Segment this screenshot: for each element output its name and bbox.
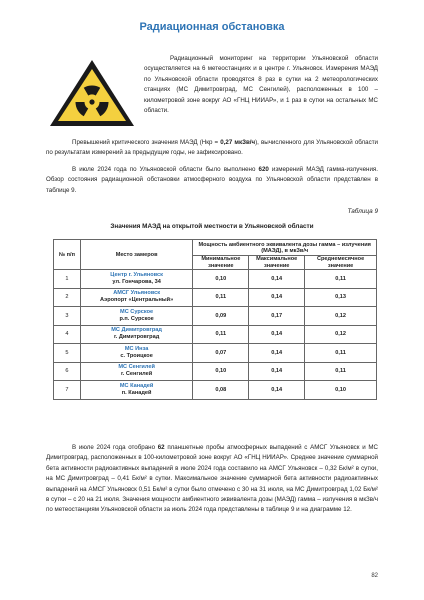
- row-number: 4: [54, 325, 81, 344]
- row-avg: 0,11: [305, 362, 377, 381]
- row-avg: 0,12: [305, 325, 377, 344]
- table-row: [54, 344, 377, 363]
- table-row: [54, 325, 377, 344]
- row-min: 0,09: [193, 307, 249, 326]
- row-avg: 0,12: [305, 307, 377, 326]
- paragraph-measurements: [46, 165, 378, 196]
- station-address: ул. Гончарова, 34: [112, 278, 161, 285]
- table-row: [54, 362, 377, 381]
- header-maed-group: Мощность амбиентного эквивалента дозы гамма – излучения (МАЭД), в мкЗв/ч: [193, 240, 377, 256]
- header-min: Минимальное значение: [193, 256, 249, 270]
- row-number: 3: [54, 307, 81, 326]
- p3-pre: В июле 2024 года по Ульяновской области было выполнено: [72, 166, 259, 173]
- row-number: 5: [54, 344, 81, 363]
- station-address: с. Троицкое: [120, 352, 153, 359]
- row-place: [80, 288, 193, 307]
- paragraph-fallout: [46, 443, 378, 516]
- page-number: 82: [371, 573, 378, 579]
- p4-samples: 62: [157, 444, 165, 451]
- row-min: 0,10: [193, 362, 249, 381]
- p3-post: измерений МАЭД гамма-излучения. Обзор состояния радиационной обстановки атмосферного воздуха по Ульяновской области представлен в таблице 9.: [46, 166, 378, 194]
- station-address: г. Сенгилей: [121, 371, 153, 378]
- radiation-hazard-icon: [46, 56, 138, 128]
- station-address: п. Канадей: [121, 389, 152, 396]
- intro-block: [46, 54, 378, 128]
- table-row: [54, 288, 377, 307]
- table-row: [54, 381, 377, 400]
- page-title: Радиационная обстановка: [139, 21, 285, 33]
- row-number: 2: [54, 288, 81, 307]
- paragraph-monitoring: Радиационный мониторинг на территории Ульяновской области осуществляется на 6 метеостанциях и в центре г. Ульяновск. Измерения МАЭД по Ульяновской области проводятся 8 раз в сутки на 2 метеорологических станциях (МС Димитровград, МС Сенгилей), расположенных в 100 – километровой зоне вокруг АО «ГНЦ НИИАР», и 1 раз в сутки на остальных МС области.: [144, 55, 378, 115]
- row-number: 1: [54, 270, 81, 289]
- row-avg: 0,13: [305, 288, 377, 307]
- p4-a: В июле 2024 года отобрано: [72, 444, 158, 451]
- station-address: Аэропорт «Центральный»: [100, 297, 174, 304]
- station-name: МС Сенгилей: [118, 364, 155, 371]
- table-number: Таблица 9: [347, 208, 378, 215]
- table-row: [54, 270, 377, 289]
- station-address: г. Димитровград: [113, 334, 160, 341]
- row-min: 0,11: [193, 288, 249, 307]
- station-name: МС Димитровград: [111, 327, 162, 334]
- row-avg: 0,11: [305, 270, 377, 289]
- row-place: [80, 270, 193, 289]
- row-place: [80, 325, 193, 344]
- header-avg: Среднемесячное значение: [305, 256, 377, 270]
- row-avg: 0,10: [305, 381, 377, 400]
- header-number: № п/п: [54, 240, 81, 270]
- row-min: 0,11: [193, 325, 249, 344]
- header-place: Место замеров: [80, 240, 193, 270]
- row-max: 0,14: [249, 381, 305, 400]
- station-name: Центр г. Ульяновск: [110, 271, 163, 278]
- table-row: [54, 307, 377, 326]
- row-max: 0,14: [249, 325, 305, 344]
- row-place: [80, 307, 193, 326]
- row-min: 0,08: [193, 381, 249, 400]
- row-avg: 0,11: [305, 344, 377, 363]
- row-max: 0,14: [249, 362, 305, 381]
- row-place: [80, 381, 193, 400]
- row-max: 0,14: [249, 344, 305, 363]
- row-max: 0,14: [249, 270, 305, 289]
- p2-post: ), вычисленного для Ульяновской области по результатам измерений за предыдущие годы, не зафиксировано.: [46, 139, 378, 157]
- p2-pre: Превышений критического значения МАЭД (Нкр =: [72, 139, 221, 146]
- row-number: 6: [54, 362, 81, 381]
- station-name: МС Канадей: [119, 382, 154, 389]
- station-name: АМСГ Ульяновск: [113, 290, 161, 297]
- paragraph-critical-value: [46, 138, 378, 159]
- row-place: [80, 362, 193, 381]
- station-name: МС Инза: [124, 345, 149, 352]
- row-max: 0,17: [249, 307, 305, 326]
- row-min: 0,07: [193, 344, 249, 363]
- row-max: 0,14: [249, 288, 305, 307]
- row-number: 7: [54, 381, 81, 400]
- table-title: Значения МАЭД на открытой местности в Ульяновской области: [110, 223, 314, 230]
- p3-value: 620: [258, 166, 269, 173]
- p4-c: планшетные пробы атмосферных выпадений с АМСГ Ульяновск и МС Димитровград, расположенных в 100-километровой зоне вокруг АО «ГНЦ НИИАР». Среднее значение суммарной бета активности радиоактивных выпадений в июле 2024 года составило на АМСГ Ульяновск – 0,32 Бк/м² в сутки, на МС Димитровград – 0,41 Бк/м² в сутки. Максимальное значение суммарной бета активности радиоактивных выпадений на АМСГ Ульяновск 0,51 Бк/м² в сутки было отмечено с 30 на 31 июля, на МС Димитровград 1,02 Бк/м² в сутки – с 20 на 21 июля. Значения мощности амбиентного эквивалента дозы (МАЭД) гамма – излучения в мкЗв/ч по метеостанциям Ульяновской области за июль 2024 года представлены в таблице 9 и на диаграмме 12.: [46, 444, 378, 514]
- station-name: МС Сурское: [120, 308, 154, 315]
- station-address: р.п. Сурское: [119, 315, 154, 322]
- row-min: 0,10: [193, 270, 249, 289]
- row-place: [80, 344, 193, 363]
- p2-value: 0,27 мкЗв/ч: [220, 139, 256, 146]
- header-max: Максимальное значение: [249, 256, 305, 270]
- maed-table: [53, 239, 377, 400]
